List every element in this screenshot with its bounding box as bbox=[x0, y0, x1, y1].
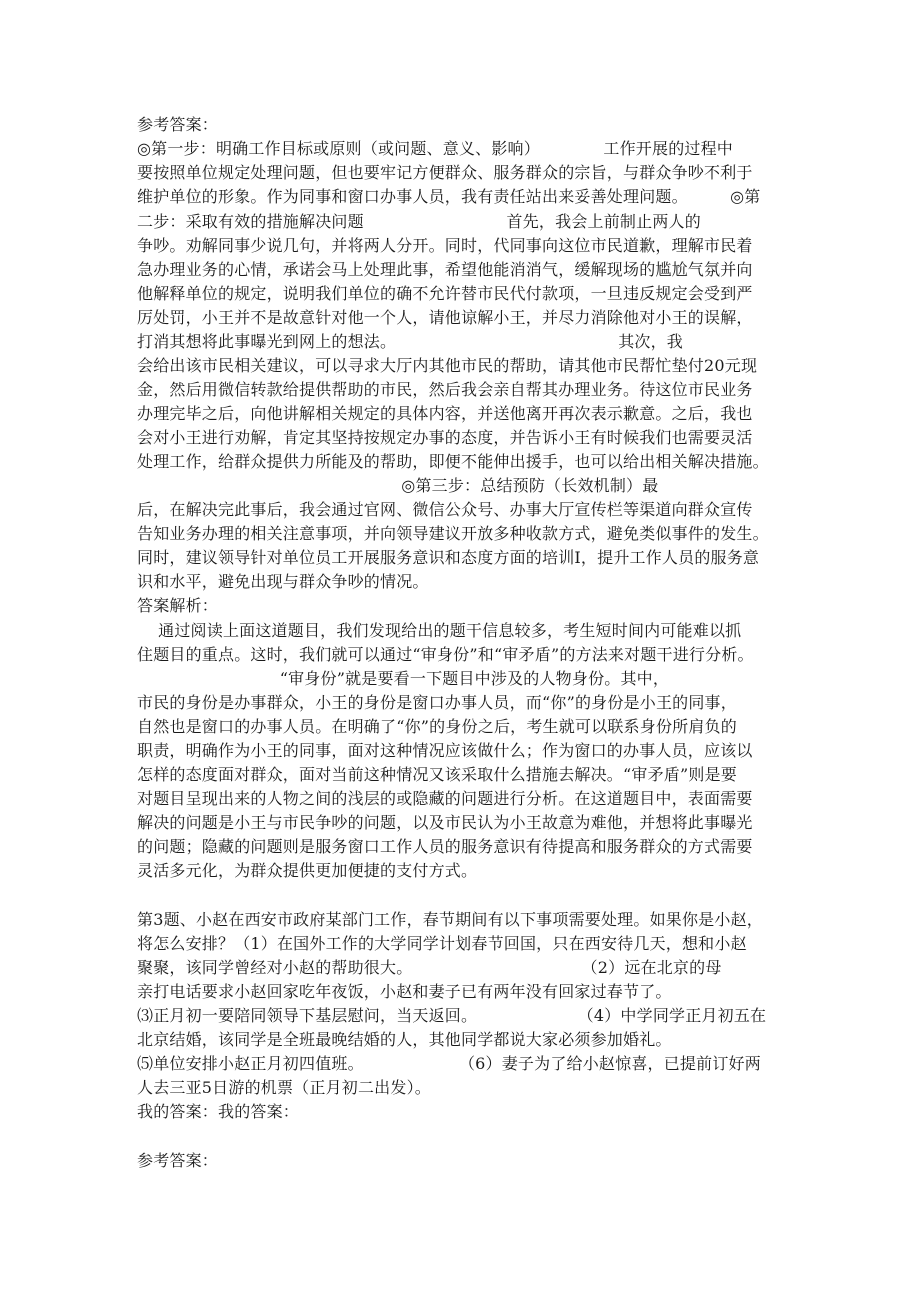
text-line: 住题目的重点。这时，我们就可以通过“审身份”和“审矛盾”的方法来对题干进行分析。 bbox=[137, 645, 754, 664]
text-line: 对题目呈现出来的人物之间的浅层的或隐藏的问题进行分析。在这道题目中，表面需要 bbox=[137, 789, 753, 808]
text-line: “审身份”就是要看一下题目中涉及的人物身份。其中， bbox=[137, 669, 670, 688]
text-line: 识和水平，避免出现与群众争吵的情况。 bbox=[137, 572, 429, 591]
answer-heading: 参考答案： bbox=[137, 115, 219, 134]
question-line: 人去三亚5日游的机票（正月初二出发）。 bbox=[137, 1078, 431, 1097]
text-line: 金，然后用微信转款给提供帮助的市民，然后我会亲自帮其办理业务。待这位市民业务 bbox=[137, 380, 753, 399]
text-line: 的问题；隐藏的问题则是服务窗口工作人员的服务意识有待提高和服务群众的方式需要 bbox=[137, 837, 753, 856]
text-line: 处理工作，给群众提供力所能及的帮助，即便不能伸出援手，也可以给出相关解决措施。 bbox=[137, 452, 769, 471]
text-line: 要按照单位规定处理问题，但也要牢记方便群众、服务群众的宗旨，与群众争吵不利于 bbox=[137, 163, 753, 182]
text-line: 争吵。劝解同事少说几句，并将两人分开。同时，代同事向这位市民道歉，理解市民着 bbox=[137, 236, 753, 255]
question-line: ⑸单位安排小赵正月初四值班。 （6）妻子为了给小赵惊喜，已提前订好两 bbox=[137, 1054, 761, 1073]
text-line: 打消其想将此事曝光到网上的想法。 其次，我 bbox=[137, 332, 684, 351]
question-line: ⑶正月初一要陪同领导下基层慰问，当天返回。 （4）中学同学正月初五在 bbox=[137, 1006, 767, 1025]
text-line: 后，在解决完此事后，我会通过官网、微信公众号、办事大厅宣传栏等渠道向群众宣传 bbox=[137, 500, 753, 519]
text-line: 办理完毕之后，向他讲解相关规定的具体内容，并送他离开再次表示歉意。之后，我也 bbox=[137, 404, 753, 423]
question-line: 亲打电话要求小赵回家吃年夜饭，小赵和妻子已有两年没有回家过春节了。 bbox=[137, 982, 672, 1001]
text-line: 自然也是窗口的办事人员。在明确了“你”的身份之后，考生就可以联系身份所肩负的 bbox=[137, 717, 737, 736]
text-line: 同时，建议领导针对单位员工开展服务意识和态度方面的培训I，提升工作人员的服务意 bbox=[137, 548, 760, 567]
text-line: 二步：采取有效的措施解决问题 首先，我会上前制止两人的 bbox=[137, 212, 701, 231]
text-line: 会对小王进行劝解，肯定其坚持按规定办事的态度，并告诉小王有时候我们也需要灵活 bbox=[137, 428, 753, 447]
my-answer-label: 我的答案：我的答案： bbox=[137, 1102, 300, 1121]
text-line: ◎第一步：明确工作目标或原则（或问题、意义、影响） 工作开展的过程中 bbox=[137, 139, 733, 158]
text-line: 怎样的态度面对群众，面对当前这种情况又该采取什么措施去解决。“审矛盾”则是要 bbox=[137, 765, 737, 784]
question-line: 将怎么安排？（1）在国外工作的大学同学计划春节回国，只在西安待几天，想和小赵 bbox=[137, 934, 747, 953]
question-line: 第3题、小赵在西安市政府某部门工作，春节期间有以下事项需要处理。如果你是小赵， bbox=[137, 910, 763, 929]
text-line: 维护单位的形象。作为同事和窗口办事人员，我有责任站出来妥善处理问题。 ◎第 bbox=[137, 187, 761, 206]
question-line: 北京结婚，该同学是全班最晚结婚的人，其他同学都说大家必须参加婚礼。 bbox=[137, 1030, 672, 1049]
text-line: 告知业务办理的相关注意事项，并向领导建议开放多种收款方式，避免类似事件的发生。 bbox=[137, 524, 769, 543]
analysis-heading: 答案解析： bbox=[137, 596, 219, 615]
question-line: 聚聚，该同学曾经对小赵的帮助很大。 （2）远在北京的母 bbox=[137, 958, 722, 977]
text-line: 通过阅读上面这道题目，我们发现给出的题干信息较多，考生短时间内可能难以抓 bbox=[137, 621, 742, 640]
text-line: 职责，明确作为小王的同事，面对这种情况应该做什么；作为窗口的办事人员，应该以 bbox=[137, 741, 753, 760]
text-line: 厉处罚，小王并不是故意针对他一个人，请他谅解小王，并尽力消除他对小王的误解， bbox=[137, 308, 753, 327]
text-line: ◎第三步：总结预防（长效机制）最 bbox=[137, 476, 659, 495]
text-line: 他解释单位的规定，说明我们单位的确不允许替市民代付款项，一旦违反规定会受到严 bbox=[137, 284, 753, 303]
text-line: 灵活多元化，为群众提供更加便捷的支付方式。 bbox=[137, 861, 478, 880]
text-line: 急办理业务的心情，承诺会马上处理此事，希望他能消消气，缓解现场的尴尬气氛并向 bbox=[137, 260, 753, 279]
text-line: 市民的身份是办事群众，小王的身份是窗口办事人员，而“你”的身份是小王的同事， bbox=[137, 693, 737, 712]
text-line: 解决的问题是小王与市民争吵的问题，以及市民认为小王故意为难他，并想将此事曝光 bbox=[137, 813, 753, 832]
text-line: 会给出该市民相关建议，可以寻求大厅内其他市民的帮助，请其他市民帮忙垫付20元现 bbox=[137, 356, 758, 375]
answer-heading: 参考答案： bbox=[137, 1151, 219, 1170]
